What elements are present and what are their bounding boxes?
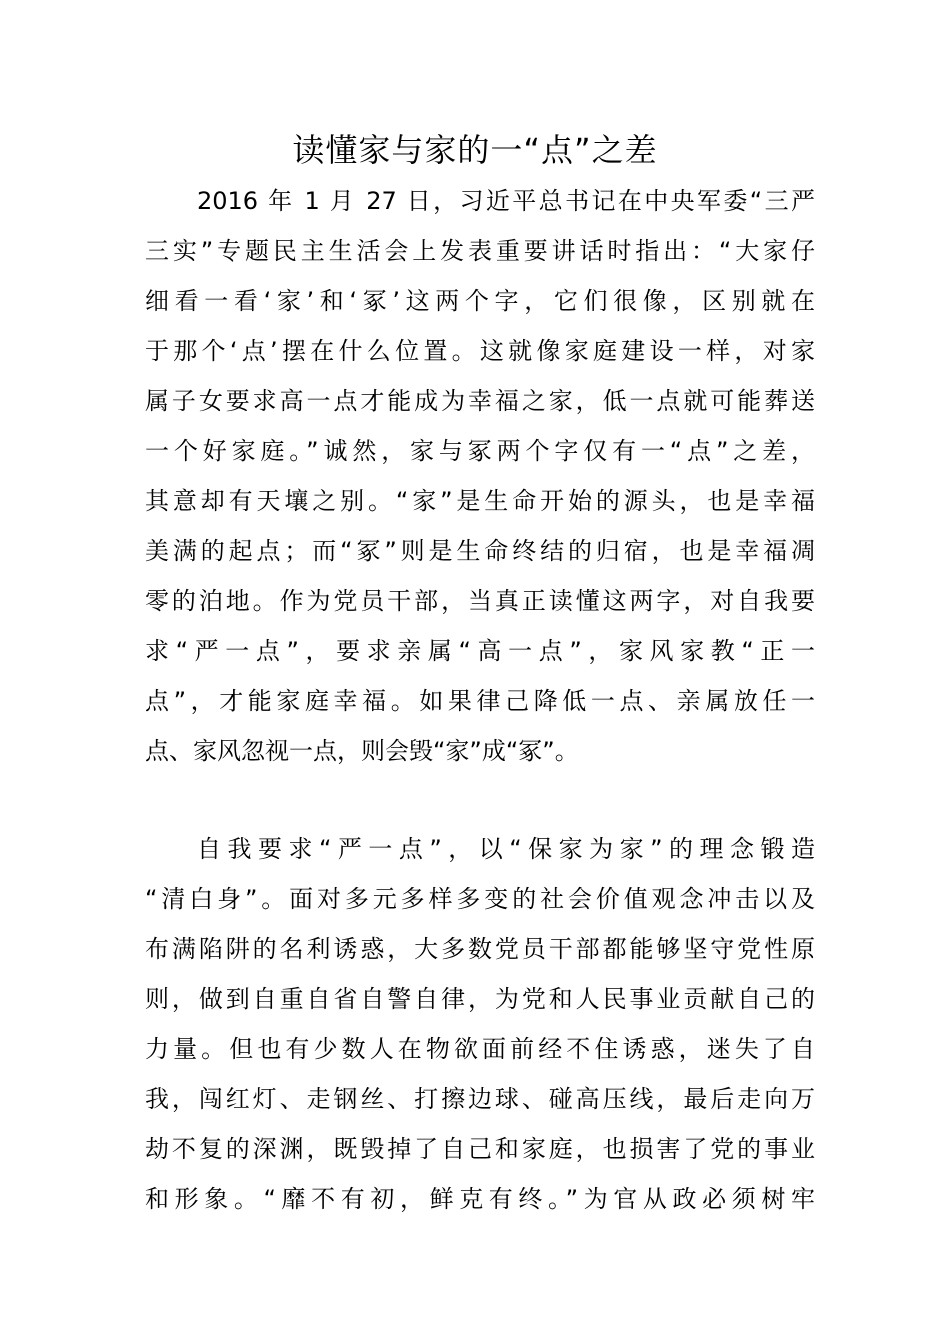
- paragraph-line: 三实”专题民主生活会上发表重要讲话时指出：“大家仔: [145, 237, 815, 265]
- paragraph-line: 其意却有天壤之别。“家”是生命开始的源头，也是幸福: [145, 487, 815, 515]
- paragraph-line: 自我要求“严一点”，以“保家为家”的理念锻造: [197, 835, 815, 863]
- paragraph-line: 劫不复的深渊，既毁掉了自己和家庭，也损害了党的事业: [145, 1135, 815, 1163]
- paragraph-1: [145, 176, 815, 776]
- paragraph-line: 零的泊地。作为党员干部，当真正读懂这两字，对自我要: [145, 587, 815, 615]
- paragraph-line: 点”，才能家庭幸福。如果律己降低一点、亲属放任一: [145, 687, 815, 715]
- paragraph-line: 属子女要求高一点才能成为幸福之家，低一点就可能葬送: [145, 387, 815, 415]
- paragraph-line: 和形象。“靡不有初，鲜克有终。”为官从政必须树牢: [145, 1185, 815, 1213]
- document-title: 读懂家与家的一“点”之差: [292, 131, 658, 169]
- paragraph-line: 点、家风忽视一点，则会毁“家”成“冢”。: [145, 737, 579, 765]
- paragraph-line: 求“严一点”，要求亲属“高一点”，家风家教“正一: [145, 637, 815, 665]
- paragraph-line: 细看一看‘家’和‘冢’这两个字，它们很像，区别就在: [145, 287, 815, 315]
- paragraph-line: 美满的起点；而“冢”则是生命终结的归宿，也是幸福凋: [145, 537, 815, 565]
- paragraph-line: 则，做到自重自省自警自律，为党和人民事业贡献自己的: [145, 985, 815, 1013]
- paragraph-line: “清白身”。面对多元多样多变的社会价值观念冲击以及: [145, 885, 815, 913]
- paragraph-line: 我，闯红灯、走钢丝、打擦边球、碰高压线，最后走向万: [145, 1085, 815, 1113]
- paragraph-line: 一个好家庭。”诚然，家与冢两个字仅有一“点”之差，: [145, 437, 815, 465]
- paragraph-line: 于那个‘点’摆在什么位置。这就像家庭建设一样，对家: [145, 337, 815, 365]
- paragraph-2: [145, 824, 815, 1224]
- paragraph-line: 布满陷阱的名利诱惑，大多数党员干部都能够坚守党性原: [145, 935, 815, 963]
- paragraph-line: 2016 年 1 月 27 日，习近平总书记在中央军委“三严: [197, 187, 815, 215]
- paragraph-line: 力量。但也有少数人在物欲面前经不住诱惑，迷失了自: [145, 1035, 815, 1063]
